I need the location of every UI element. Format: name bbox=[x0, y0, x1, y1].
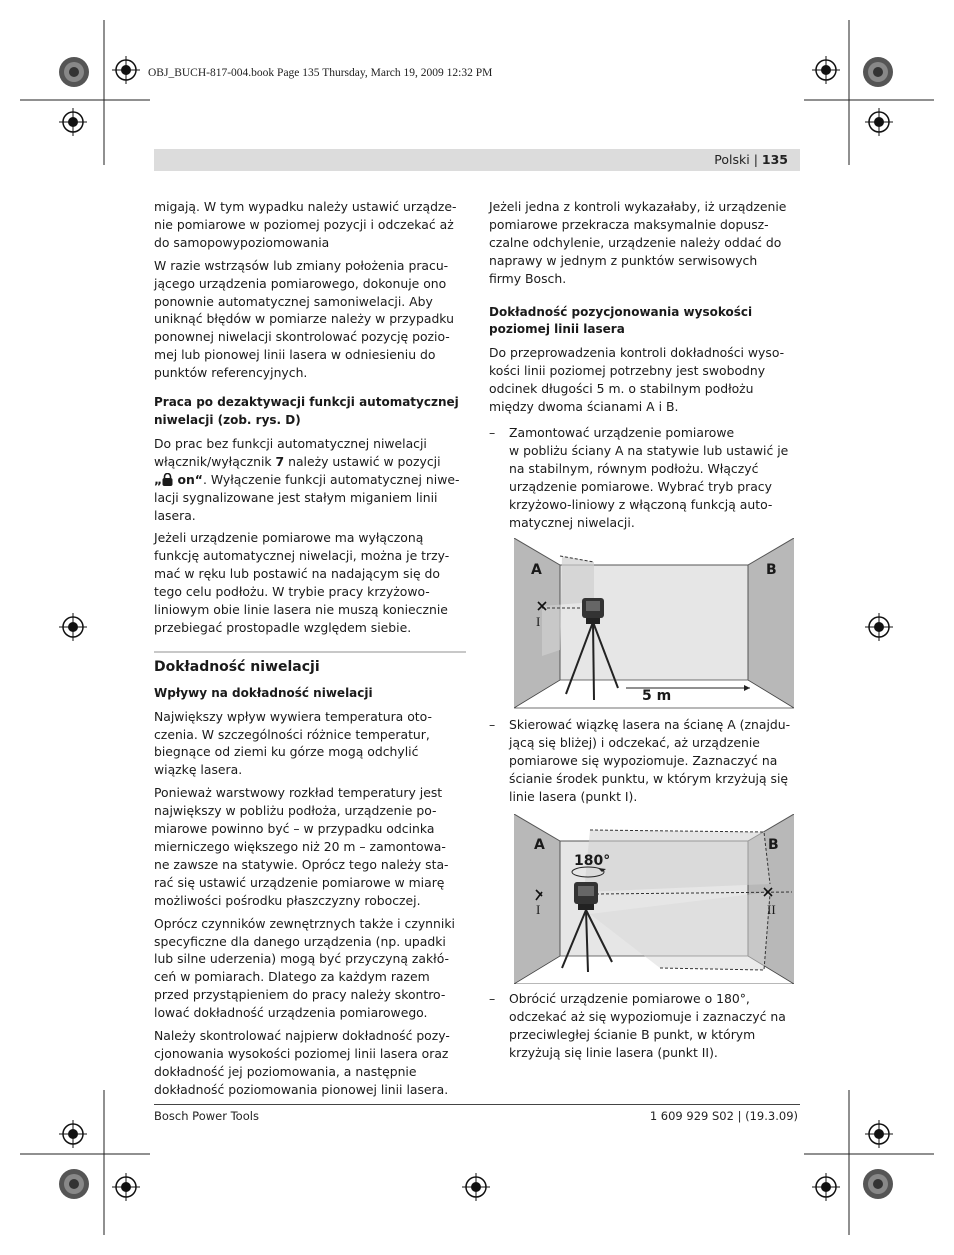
subheading: Dokładność pozycjonowania wysokości poziomej linii lasera bbox=[489, 304, 753, 337]
paragraph: Oprócz czynników zewnętrznych także i czynniki specyficzne dla danego urządzenia (np. upadki lub silne uderzenia) mogą być przyczyną zakłó- ceń w pomiarach. Dlatego za każdym razem przed przystąpieniem do pracy należy skontro- lować dokładność urządzenia pomiarowego. bbox=[154, 915, 455, 1021]
color-wheel-icon bbox=[862, 1168, 894, 1200]
header-language: Polski bbox=[714, 152, 750, 167]
list-item-text: Zamontować urządzenie pomiarowe w pobliżu ściany A na statywie lub ustawić je na stabilnym, równym podłożu. Włączyć urządzenie pomiarowe. Wybrać tryb pracy krzyżowo-liniowy z włączoną funkcją auto- matycznej niwelacji. bbox=[509, 424, 789, 530]
list-item bbox=[489, 716, 801, 806]
label-wall-a: A bbox=[534, 837, 545, 853]
list-item-text: Skierować wiązkę lasera na ścianę A (znajdu- jącą się bliżej) i odczekać, aż urządzenie pomiarowe się wypoziomuje. Zaznaczyć na ścianie środek punktu, w którym krzyżują się linie lasera (punkt I). bbox=[509, 717, 791, 804]
list-item bbox=[489, 990, 801, 1062]
right-column-mid bbox=[489, 716, 801, 811]
registration-target-icon bbox=[812, 1173, 840, 1201]
footer-divider bbox=[154, 1104, 800, 1105]
section-divider bbox=[154, 651, 466, 653]
paragraph: W razie wstrząsów lub zmiany położenia pracu- jącego urządzenia pomiarowego, dokonuje ono ponownie automatycznej samoniwelacji. Aby uniknąć błędów w pomiarze należy w przypadku ponownej niwelacji skontrolować pozycję pozio- mej lub pionowej linii lasera w odniesieniu do punktów referencyjnych. bbox=[154, 257, 454, 381]
registration-target-icon bbox=[112, 56, 140, 84]
right-column-bottom bbox=[489, 990, 801, 1067]
registration-target-icon bbox=[462, 1173, 490, 1201]
list-item-text: Obrócić urządzenie pomiarowe o 180°, odczekać aż się wypoziomuje i zaznaczyć na przeciwległej ścianie B punkt, w którym krzyżują się linie lasera (punkt II). bbox=[509, 991, 786, 1060]
header-separator: | bbox=[753, 152, 758, 167]
paragraph: Największy wpływ wywiera temperatura oto- czenia. W szczególności różnice temperatur, biegnące od ziemi ku górze mogą odchylić wiązkę lasera. bbox=[154, 708, 432, 778]
bullet-dash: – bbox=[489, 991, 496, 1006]
paragraph: Do prac bez funkcji automatycznej niwelacji włącznik/wyłącznik 7 należy ustawić w pozycji „ on“. Wyłączenie funkcji automatycznej niwe- lacji sygnalizowane jest stałym miganiem linii lasera. bbox=[154, 435, 460, 523]
color-wheel-icon bbox=[862, 56, 894, 88]
registration-target-icon bbox=[59, 1120, 87, 1148]
registration-target-icon bbox=[59, 108, 87, 136]
registration-target-icon bbox=[112, 1173, 140, 1201]
left-column bbox=[154, 198, 466, 1104]
color-wheel-icon bbox=[58, 56, 90, 88]
label-wall-b: B bbox=[766, 562, 777, 578]
page-header bbox=[154, 149, 800, 171]
print-info: OBJ_BUCH-817-004.book Page 135 Thursday, March 19, 2009 12:32 PM bbox=[148, 67, 493, 79]
paragraph: Jeżeli urządzenie pomiarowe ma wyłączoną funkcję automatycznej niwelacji, można je trzy- mać w ręku lub postawić na nadającym się do tego celu podłożu. W trybie pracy krzyżowo- liniowym obie linie lasera nie muszą koniecznie przebiegać prostopadle względem siebie. bbox=[154, 530, 450, 635]
label-point-i: I bbox=[536, 614, 541, 629]
label-point-i: I bbox=[536, 902, 541, 917]
paragraph: Ponieważ warstwowy rozkład temperatury jest największy w pobliżu podłoża, urządzenie po- miarowe powinno być – w przypadku odcinka mierniczego większego niż 20 m – zamontowa- ne zawsze na statywie. Oprócz tego należy sta- rać się ustawić urządzenie pomiarowe w miarę możliwości pośrodku płaszczyzny roboczej. bbox=[154, 785, 449, 908]
figure-wall-distance bbox=[514, 538, 794, 710]
label-distance: 5 m bbox=[642, 688, 672, 704]
footer-right: 1 609 929 S02 | (19.3.09) bbox=[649, 1109, 798, 1123]
lock-icon bbox=[162, 473, 173, 486]
registration-target-icon bbox=[865, 108, 893, 136]
footer-left: Bosch Power Tools bbox=[154, 1109, 259, 1123]
registration-target-icon bbox=[865, 1120, 893, 1148]
label-wall-b: B bbox=[768, 837, 779, 853]
bullet-dash: – bbox=[489, 424, 496, 440]
page-number: 135 bbox=[761, 152, 788, 167]
list-item bbox=[489, 424, 801, 531]
paragraph: Do przeprowadzenia kontroli dokładności wyso- kości linii poziomej potrzebny jest swobodny odcinek długości 5 m. o stabilnym podłożu między dwoma ścianami A i B. bbox=[489, 345, 785, 415]
color-wheel-icon bbox=[58, 1168, 90, 1200]
header-text bbox=[714, 152, 788, 167]
right-column-top bbox=[489, 198, 801, 536]
registration-target-icon bbox=[59, 613, 87, 641]
paragraph: migają. W tym wypadku należy ustawić urządze- nie pomiarowe w poziomej pozycji i odczekać aż do samopowypoziomowania bbox=[154, 199, 457, 250]
paragraph: Należy skontrolować najpierw dokładność pozy- cjonowania wysokości poziomej linii lasera oraz dokładność jej poziomowania, a następnie dokładność poziomowania pionowej linii lasera. bbox=[154, 1028, 450, 1097]
section-title: Dokładność niwelacji bbox=[154, 658, 320, 675]
figure-rotation bbox=[514, 814, 794, 984]
registration-target-icon bbox=[812, 56, 840, 84]
label-wall-a: A bbox=[531, 562, 542, 578]
subheading: Praca po dezaktywacji funkcji automatycznej niwelacji (zob. rys. D) bbox=[154, 395, 459, 427]
bullet-dash: – bbox=[489, 717, 496, 732]
paragraph: Jeżeli jedna z kontroli wykazałaby, iż urządzenie pomiarowe przekracza maksymalnie dopusz- czalne odchylenie, urządzenie należy oddać do naprawy w jednym z punktów serwisowych firmy Bosch. bbox=[489, 199, 787, 286]
label-point-ii: II bbox=[767, 902, 776, 917]
label-rotation: 180° bbox=[574, 853, 611, 869]
registration-target-icon bbox=[865, 613, 893, 641]
subheading: Wpływy na dokładność niwelacji bbox=[154, 685, 373, 700]
